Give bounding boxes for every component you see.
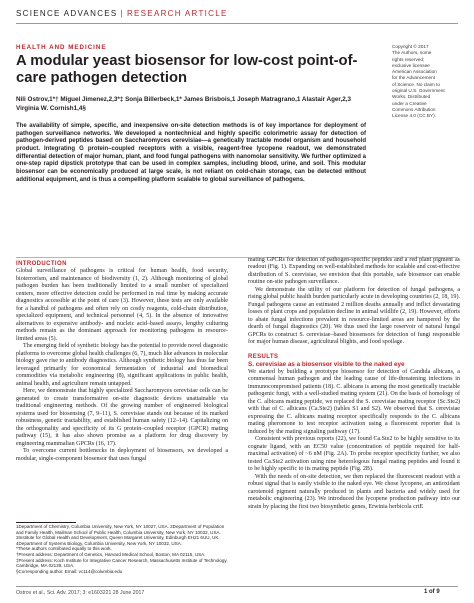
article-type: RESEARCH ARTICLE [126, 9, 228, 18]
article-category: HEALTH AND MEDICINE [16, 44, 107, 51]
footer-rule [16, 586, 458, 587]
right-column [248, 257, 460, 511]
article-title: A modular yeast biosensor for low-cost point-of-care pathogen detection [16, 53, 358, 86]
intro-paragraph: To overcome current bottlenecks in deployment of biosensors, we developed a modular, single-component biosensor that uses fungal [16, 448, 228, 462]
footer-citation: Ostrov et al., Sci. Adv. 2017; 3: e1603221 28 June 2017 [16, 590, 145, 596]
affiliation-entry: †Present address: Department of Genetics, Harvard Medical School, Boston, MA 02115, USA. [16, 551, 206, 557]
affiliation-entry: *These authors contributed equally to this work. [16, 546, 112, 552]
journal-masthead [16, 9, 228, 18]
results-paragraph: We started by building a prototype biosensor for detection of Candida albicans, a commensal human pathogen and the leading cause of life-threatening infections in immunocompromised patients (18). C. albicans is among the most genetically tractable pathogenic fungi, with a well-studied mating system (21). On the basis of homology of the C. albicans mating peptide, we replaced the S. cerevisiae mating receptor (Sc.Ste2) with that of C. albicans (Ca.Ste2) (tables S1 and S2). We observed that S. cerevisiae expressing the C. albicans mating receptor specifically responds to the C. albicans mating pheromone to test receptor activation using a fluorescent reporter that is induced by the mating signaling pathway (17). [248, 368, 460, 435]
copyright-notice [392, 44, 462, 120]
copyright-line: Commons Attribution [392, 106, 436, 112]
spacer [248, 347, 460, 354]
results-subheading: S. cerevisiae as a biosensor visible to the naked eye [248, 361, 405, 369]
corresponding-author: §Corresponding author. Email: vc114@columbia.edu [16, 568, 123, 574]
copyright-line: under a Creative [392, 100, 427, 106]
copyright-line: Works. Distributed [392, 94, 431, 100]
intro-paragraph: The emerging field of synthetic biology has the potential to provide novel diagnostic platforms to overcome global health challenges (6, 7), much like advances in molecular biology gave rise to antibody diagnostics. Although synthetic biology has thus far been leveraged primarily for economical fermentation of industrial and biomedical commodities via metabolic engineering (8), significant applications in public health, animal health, and agriculture remain untapped. [16, 343, 228, 387]
copyright-line: Copyright © 2017 [392, 44, 429, 49]
copyright-line: for the Advancement [392, 75, 435, 81]
affiliation-rule [16, 522, 76, 523]
copyright-line: of Science. No claim to [392, 81, 440, 87]
intro-paragraph: Global surveillance of pathogens is critical for human health, food security, bioterrorism, and maintenance of biodiversity (1, 2). Although monitoring of global pathogen burden has been traditionally limited to a small number of specialized centers, more effective detection could be performed in real time by making accurate diagnostics accessible at the point of care (3). However, these tests are only available for a handful of pathogens and often rely on costly reagents, cold-chain distribution, specialized equipment, and technical personnel (4, 5). In the absence of innovative alternatives to expensive antibody- and nucleic acid–based assays, lengthy culturing methods remain as the dominant approach for monitoring pathogens in resource-limited areas (5). [16, 268, 228, 342]
results-paragraph: Consistent with previous reports (22), we found Ca.Ste2 to be highly sensitive to its cognate ligand, with an EC50 value (concentration of peptide required for half-maximal activation) of ~6 nM (Fig. 2A). To probe receptor specificity further, we also tested Ca.Ste2 activation using nine heterologous fungal mating peptides and found it to be highly specific to its mating peptide (Fig. 2B). [248, 436, 460, 473]
affiliations [16, 524, 228, 574]
body-paragraph: mating GPCRs for detection of pathogen-specific peptides and a red plant pigment as readout (Fig. 1). Expanding on well-established methods for scalable and cost-effective distribution of S. cerevisiae, we envision that this portable, safe biosensor can enable routine on-site pathogen surveillance. [248, 257, 460, 286]
copyright-line: original U.S. Government [392, 88, 445, 94]
copyright-line: exclusive licensee [392, 62, 430, 68]
journal-name: SCIENCE ADVANCES [16, 9, 118, 18]
affiliation-entry: 1Department of Chemistry, Columbia University, New York, NY 10027, USA. 2Department of Population and Family Health, Mailman School of Public Health, Columbia University, New York, NY 10032, USA. 3Institute for Global Health and Development, Queen Margaret University, Edinburgh EH21 6UU, UK. 4Department of Systems Biology, Columbia University, New York, NY 10032, USA. [16, 524, 225, 546]
left-column [16, 261, 228, 463]
journal-header [0, 0, 474, 24]
results-paragraph: With the needs of on-site detection, we then replaced the fluorescent readout with a robust signal that is easily visible to the naked eye. We chose lycopene, an antioxidant carotenoid pigment naturally produced in plants and bacteria and widely used for metabolic engineering (23). We introduced the lycopene production pathway into our strain by placing the first two biosynthetic genes, Erwinia herbicola crtE [248, 473, 460, 510]
author-list: Nili Ostrov,1*† Miguel Jimenez,2,3*‡ Sonja Billerbeck,1* James Brisbois,1 Joseph Matragrano,1 Alastair Ager,2,3 Virginia W. Cornish1,4§ [16, 96, 352, 112]
abstract: The availability of simple, specific, and inexpensive on-site detection methods is of key importance for deployment of pathogen surveillance networks. We developed a nontechnical and highly specific colorimetric assay for detection of pathogen-derived peptides based on Saccharomyces cerevisiae—a genetically tractable model organism and household product. Integrating G protein–coupled receptors with a visible, reagent-free lycopene readout, we demonstrated differential detection of major human, plant, and food fungal pathogens with nanomolar sensitivity. We further optimized a one-step rapid dipstick prototype that can be used in complex samples, including blood, urine, and soil. This modular biosensor can be economically produced at large scale, is not reliant on cold-chain storage, can be detected without additional equipment, and is thus a compelling platform scalable to global surveillance of pathogens. [16, 123, 366, 183]
results-heading: RESULTS [248, 353, 279, 360]
header-separator: | [120, 9, 124, 18]
page-number: 1 of 9 [424, 589, 440, 595]
copyright-line: The Authors, some [392, 50, 432, 56]
header-rule [16, 23, 458, 24]
body-paragraph: We demonstrate the utility of our platform for detection of fungal pathogens, a rising global public health burden particularly acute in developing countries (2, 18, 19). Fungal pathogens cause an estimated 2 million deaths annually and inflict devastating losses of plant crops and population decline in animal wildlife (2, 19). However, efforts to abate fungal infections prevalent in resource-limited areas are hampered by the dearth of fungal diagnostics (20). We thus used the large reservoir of natural fungal GPCRs to construct S. cerevisiae–based biosensors for detection of fungi responsible for major human disease, agricultural blights, and food spoilage. [248, 286, 460, 346]
copyright-line: License 4.0 (CC BY). [392, 113, 437, 119]
introduction-heading: INTRODUCTION [16, 261, 67, 267]
affiliation-entry: ‡Present address: Koch Institute for Integrative Cancer Research, Massachusetts Institute of Technology, Cambridge, MA 02139, USA. [16, 557, 228, 569]
copyright-line: rights reserved; [392, 56, 425, 62]
copyright-line: American Association [392, 69, 437, 75]
intro-paragraph: Here, we demonstrate that highly specialized Saccharomyces cerevisiae cells can be generated to create transformative on-site diagnostic devices unattainable via traditional engineering methods. Of the growing number of engineered biological systems used for biosensing (7, 9–11), S. cerevisiae stands out because of its marked robustness, genetic tractability, and established human safety (12–14). Capitalizing on the orthogonality and specificity of its G protein–coupled receptor (GPCR) mating pathway (15), it has also shown promise as a platform for drug discovery by engineering mammalian GPCRs (16, 17). [16, 388, 228, 447]
